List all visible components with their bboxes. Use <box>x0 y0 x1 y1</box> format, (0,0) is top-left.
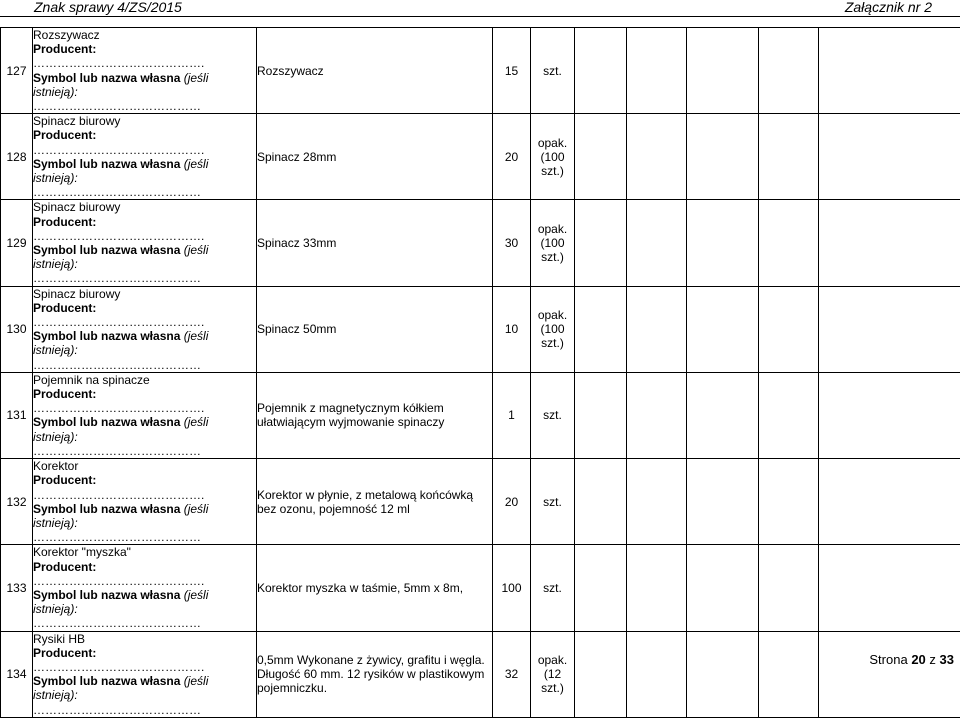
empty-cell <box>575 286 627 372</box>
symbol-label: Symbol lub nazwa własna <box>33 674 180 688</box>
description-cell: Korektor myszka w taśmie, 5mm x 8m, <box>257 545 493 631</box>
empty-cell <box>759 114 819 200</box>
producer-label: Producent: <box>33 646 256 660</box>
table-row <box>1 545 960 631</box>
empty-cell <box>575 114 627 200</box>
quantity-cell: 100 <box>493 545 531 631</box>
symbol-dots: …………………………………… <box>33 616 256 630</box>
producer-dots: ……………………………………. <box>33 574 256 588</box>
symbol-label: Symbol lub nazwa własna <box>33 329 180 343</box>
row-number: 132 <box>1 459 33 545</box>
table-row <box>1 631 960 717</box>
row-number: 133 <box>1 545 33 631</box>
producer-dots: ……………………………………. <box>33 315 256 329</box>
symbol-dots: …………………………………… <box>33 185 256 199</box>
symbol-note: (jeśli istnieją): <box>33 329 208 357</box>
row-number: 134 <box>1 631 33 717</box>
symbol-line <box>33 329 256 357</box>
empty-cell <box>819 114 960 200</box>
empty-cell <box>627 372 687 458</box>
product-name: Spinacz biurowy <box>33 287 256 301</box>
description-cell: Spinacz 28mm <box>257 114 493 200</box>
description-cell: Korektor w płynie, z metalową końcówką bez ozonu, pojemność 12 ml <box>257 459 493 545</box>
empty-cell <box>759 545 819 631</box>
unit-cell: szt. <box>531 545 575 631</box>
table-row <box>1 372 960 458</box>
symbol-note: (jeśli istnieją): <box>33 157 208 185</box>
producer-label: Producent: <box>33 473 256 487</box>
empty-cell <box>687 459 759 545</box>
empty-cell <box>687 28 759 114</box>
attachment-label: Załącznik nr 2 <box>845 0 932 15</box>
symbol-line <box>33 674 256 702</box>
product-spec-cell <box>33 28 257 114</box>
empty-cell <box>819 372 960 458</box>
empty-cell <box>627 28 687 114</box>
producer-dots: ……………………………………. <box>33 56 256 70</box>
symbol-dots: …………………………………… <box>33 99 256 113</box>
empty-cell <box>575 459 627 545</box>
symbol-note: (jeśli istnieją): <box>33 674 208 702</box>
empty-cell <box>627 631 687 717</box>
product-spec-cell <box>33 372 257 458</box>
row-number: 131 <box>1 372 33 458</box>
symbol-line <box>33 157 256 185</box>
empty-cell <box>575 545 627 631</box>
empty-cell <box>759 200 819 286</box>
symbol-dots: …………………………………… <box>33 358 256 372</box>
producer-label: Producent: <box>33 215 256 229</box>
symbol-label: Symbol lub nazwa własna <box>33 243 180 257</box>
producer-label: Producent: <box>33 128 256 142</box>
unit-cell: szt. <box>531 28 575 114</box>
description-cell: Pojemnik z magnetycznym kółkiem ułatwiającym wyjmowanie spinaczy <box>257 372 493 458</box>
producer-label: Producent: <box>33 387 256 401</box>
producer-dots: ……………………………………. <box>33 229 256 243</box>
symbol-label: Symbol lub nazwa własna <box>33 588 180 602</box>
symbol-note: (jeśli istnieją): <box>33 415 208 443</box>
product-spec-cell <box>33 545 257 631</box>
symbol-line <box>33 71 256 99</box>
empty-cell <box>575 200 627 286</box>
product-spec-cell <box>33 200 257 286</box>
footer-sep: z <box>929 652 936 667</box>
symbol-note: (jeśli istnieją): <box>33 502 208 530</box>
symbol-dots: …………………………………… <box>33 530 256 544</box>
description-cell: Rozszywacz <box>257 28 493 114</box>
empty-cell <box>759 372 819 458</box>
table-row <box>1 286 960 372</box>
empty-cell <box>819 28 960 114</box>
producer-dots: ……………………………………. <box>33 660 256 674</box>
product-name: Spinacz biurowy <box>33 114 256 128</box>
symbol-line <box>33 588 256 616</box>
product-spec-cell <box>33 114 257 200</box>
unit-cell: opak. (100 szt.) <box>531 286 575 372</box>
row-number: 127 <box>1 28 33 114</box>
empty-cell <box>819 459 960 545</box>
empty-cell <box>627 545 687 631</box>
unit-cell: opak. (100 szt.) <box>531 200 575 286</box>
producer-label: Producent: <box>33 560 256 574</box>
product-spec-cell <box>33 459 257 545</box>
document-reference: Znak sprawy 4/ZS/2015 <box>34 0 182 15</box>
symbol-label: Symbol lub nazwa własna <box>33 157 180 171</box>
empty-cell <box>687 631 759 717</box>
product-name: Rysiki HB <box>33 632 256 646</box>
symbol-line <box>33 502 256 530</box>
empty-cell <box>759 28 819 114</box>
footer-prefix: Strona <box>869 652 907 667</box>
empty-cell <box>627 459 687 545</box>
product-spec-cell <box>33 286 257 372</box>
page-footer <box>869 652 954 667</box>
row-number: 129 <box>1 200 33 286</box>
symbol-note: (jeśli istnieją): <box>33 243 208 271</box>
unit-cell: opak. (12 szt.) <box>531 631 575 717</box>
description-cell: Spinacz 33mm <box>257 200 493 286</box>
producer-dots: ……………………………………. <box>33 401 256 415</box>
row-number: 128 <box>1 114 33 200</box>
empty-cell <box>575 28 627 114</box>
table-row <box>1 28 960 114</box>
empty-cell <box>627 286 687 372</box>
producer-label: Producent: <box>33 42 256 56</box>
empty-cell <box>627 200 687 286</box>
empty-cell <box>759 631 819 717</box>
symbol-dots: …………………………………… <box>33 271 256 285</box>
product-spec-cell <box>33 631 257 717</box>
quantity-cell: 20 <box>493 459 531 545</box>
empty-cell <box>819 631 960 717</box>
empty-cell <box>687 114 759 200</box>
product-name: Korektor "myszka" <box>33 545 256 559</box>
producer-label: Producent: <box>33 301 256 315</box>
symbol-line <box>33 415 256 443</box>
empty-cell <box>627 114 687 200</box>
empty-cell <box>687 286 759 372</box>
empty-cell <box>575 631 627 717</box>
description-cell: Spinacz 50mm <box>257 286 493 372</box>
product-name: Korektor <box>33 459 256 473</box>
symbol-line <box>33 243 256 271</box>
empty-cell <box>819 286 960 372</box>
symbol-dots: …………………………………… <box>33 444 256 458</box>
empty-cell <box>759 459 819 545</box>
unit-cell: szt. <box>531 372 575 458</box>
empty-cell <box>687 545 759 631</box>
row-number: 130 <box>1 286 33 372</box>
table-row <box>1 200 960 286</box>
unit-cell: szt. <box>531 459 575 545</box>
symbol-dots: …………………………………… <box>33 703 256 717</box>
empty-cell <box>819 545 960 631</box>
symbol-label: Symbol lub nazwa własna <box>33 71 180 85</box>
symbol-note: (jeśli istnieją): <box>33 71 208 99</box>
symbol-note: (jeśli istnieją): <box>33 588 208 616</box>
empty-cell <box>759 286 819 372</box>
items-table <box>0 27 960 718</box>
quantity-cell: 20 <box>493 114 531 200</box>
symbol-label: Symbol lub nazwa własna <box>33 415 180 429</box>
product-name: Pojemnik na spinacze <box>33 373 256 387</box>
unit-cell: opak. (100 szt.) <box>531 114 575 200</box>
producer-dots: ……………………………………. <box>33 143 256 157</box>
quantity-cell: 1 <box>493 372 531 458</box>
empty-cell <box>687 200 759 286</box>
empty-cell <box>819 200 960 286</box>
footer-total: 33 <box>940 652 954 667</box>
quantity-cell: 15 <box>493 28 531 114</box>
product-name: Rozszywacz <box>33 28 256 42</box>
product-name: Spinacz biurowy <box>33 200 256 214</box>
empty-cell <box>575 372 627 458</box>
empty-cell <box>687 372 759 458</box>
symbol-label: Symbol lub nazwa własna <box>33 502 180 516</box>
header-rule <box>0 16 960 17</box>
quantity-cell: 30 <box>493 200 531 286</box>
description-cell: 0,5mm Wykonane z żywicy, grafitu i węgla. Długość 60 mm. 12 rysików w plastikowym pojemniczku. <box>257 631 493 717</box>
table-row <box>1 459 960 545</box>
table-row <box>1 114 960 200</box>
producer-dots: ……………………………………. <box>33 488 256 502</box>
footer-page: 20 <box>911 652 925 667</box>
quantity-cell: 10 <box>493 286 531 372</box>
quantity-cell: 32 <box>493 631 531 717</box>
